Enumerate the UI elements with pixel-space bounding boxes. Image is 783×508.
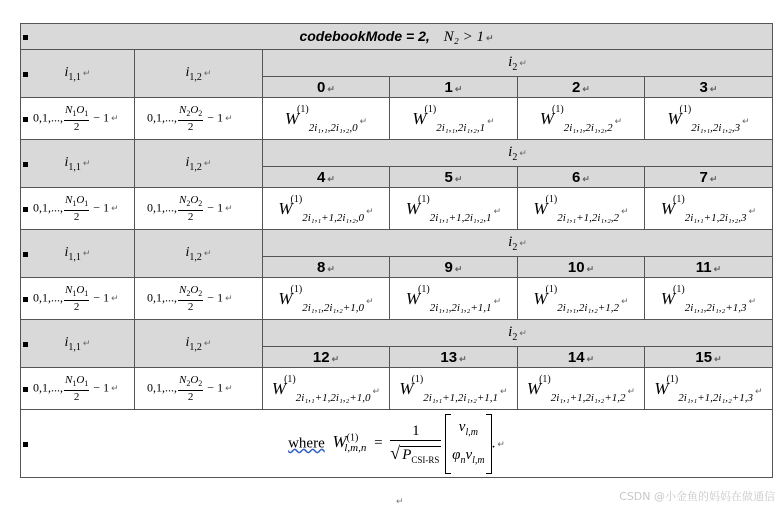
bullet-marker xyxy=(23,117,28,122)
where-scalar: $\frac{1}{√ P_{CSI-RS}}$ xyxy=(390,422,440,465)
where-vector: $v_{l,m}$ $\varphi_nv_{l,m}$ xyxy=(445,414,491,474)
precoder-cell: $W^{(1)}_{2i_1,_1,2i_1,_2+1,2}↵$ xyxy=(518,278,645,320)
header-i2: $i_2$ ↵ xyxy=(263,320,773,347)
precoder-cell: $W^{(1)}_{2i_1,_1+1,2i_1,_2,2}↵$ xyxy=(518,188,645,230)
table-title: codebookMode = 2, N₂ > 1 ↵ xyxy=(21,24,773,50)
precoder-cell: $W^{(1)}_{2i_1,_1+1,2i_1,_2,3}↵$ xyxy=(645,188,773,230)
range-i11: 0,1,..., $\frac{N_1O_1}{2}$ − 1 ↵ xyxy=(21,278,135,320)
header-i11: $i_{1,1}$ ↵ xyxy=(21,320,135,368)
precoder-cell: $W^{(1)}_{2i_1,_1+1,2i_1,_2,0}↵$ xyxy=(263,188,390,230)
range-i12: 0,1,..., $\frac{N_2O_2}{2}$ − 1 ↵ xyxy=(135,278,263,320)
bullet-marker xyxy=(23,342,28,347)
bullet-marker xyxy=(23,207,28,212)
bullet-marker xyxy=(23,72,28,77)
precoder-cell: $W^{(1)}_{2i_1,_1+1,2i_1,_2,1}↵$ xyxy=(390,188,518,230)
title-condition: N₂ > 1 xyxy=(443,28,484,45)
header-i11: $i_{1,1}$ ↵ xyxy=(21,50,135,98)
column-number: 10 ↵ xyxy=(518,257,645,278)
precoder-cell: $W^{(1)}_{2i_1,_1+1,2i_1,_2+1,2}↵$ xyxy=(518,368,645,410)
header-i11: $i_{1,1}$ ↵ xyxy=(21,230,135,278)
header-i2: $i_2$ ↵ xyxy=(263,230,773,257)
column-number: 0 ↵ xyxy=(263,77,390,98)
where-lhs: $W^{(1)}_{l,m,n}$ xyxy=(332,431,367,455)
precoder-cell: $W^{(1)}_{2i_1,_1+1,2i_1,_2+1,0}↵$ xyxy=(263,368,390,410)
column-number: 9 ↵ xyxy=(390,257,518,278)
bullet-marker xyxy=(23,35,28,40)
csdn-watermark: CSDN @小金鱼的妈妈在做通信 xyxy=(619,490,775,503)
column-number: 14 ↵ xyxy=(518,347,645,368)
precoder-cell: $W^{(1)}_{2i_1,_1,2i_1,_2,0}↵$ xyxy=(263,98,390,140)
range-i11: 0,1,..., $\frac{N_1O_1}{2}$ − 1 ↵ xyxy=(21,98,135,140)
column-number: 12 ↵ xyxy=(263,347,390,368)
precoder-cell: $W^{(1)}_{2i_1,_1,2i_1,_2+1,0}↵$ xyxy=(263,278,390,320)
header-i12: $i_{1,2}$ ↵ xyxy=(135,320,263,368)
column-number: 11 ↵ xyxy=(645,257,773,278)
precoder-cell: $W^{(1)}_{2i_1,_1,2i_1,_2,1}↵$ xyxy=(390,98,518,140)
header-i2: $i_2$ ↵ xyxy=(263,140,773,167)
bullet-marker xyxy=(23,252,28,257)
range-i11: 0,1,..., $\frac{N_1O_1}{2}$ − 1 ↵ xyxy=(21,188,135,230)
header-i2: $i_2$ ↵ xyxy=(263,50,773,77)
column-number: 1 ↵ xyxy=(390,77,518,98)
precoder-cell: $W^{(1)}_{2i_1,_1,2i_1,_2,3}↵$ xyxy=(645,98,773,140)
bullet-marker xyxy=(23,162,28,167)
title-codebook-mode: codebookMode = 2, xyxy=(299,27,430,44)
precoder-cell: $W^{(1)}_{2i_1,_1,2i_1,_2,2}↵$ xyxy=(518,98,645,140)
header-i12: $i_{1,2}$ ↵ xyxy=(135,50,263,98)
range-i12: 0,1,..., $\frac{N_2O_2}{2}$ − 1 ↵ xyxy=(135,98,263,140)
where-word: where xyxy=(288,434,325,451)
precoder-cell: $W^{(1)}_{2i_1,_1+1,2i_1,_2+1,1}↵$ xyxy=(390,368,518,410)
column-number: 15 ↵ xyxy=(645,347,773,368)
header-i12: $i_{1,2}$ ↵ xyxy=(135,230,263,278)
column-number: 4 ↵ xyxy=(263,167,390,188)
codebook-table xyxy=(20,23,773,478)
column-number: 5 ↵ xyxy=(390,167,518,188)
precoder-cell: $W^{(1)}_{2i_1,_1,2i_1,_2+1,1}↵$ xyxy=(390,278,518,320)
column-number: 13 ↵ xyxy=(390,347,518,368)
header-i11: $i_{1,1}$ ↵ xyxy=(21,140,135,188)
where-definition: where $W^{(1)}_{l,m,n}$ = $\frac{1}{√ P_{CSI-RS}}$ $v_{l,m}$ $\varphi_nv_{l,m}$ . ↵ xyxy=(21,410,773,478)
column-number: 6 ↵ xyxy=(518,167,645,188)
where-equals: = xyxy=(374,434,383,451)
range-i12: 0,1,..., $\frac{N_2O_2}{2}$ − 1 ↵ xyxy=(135,368,263,410)
header-i12: $i_{1,2}$ ↵ xyxy=(135,140,263,188)
bullet-marker xyxy=(23,387,28,392)
precoder-cell: $W^{(1)}_{2i_1,_1,2i_1,_2+1,3}↵$ xyxy=(645,278,773,320)
bullet-marker xyxy=(23,297,28,302)
range-i11: 0,1,..., $\frac{N_1O_1}{2}$ − 1 ↵ xyxy=(21,368,135,410)
precoder-cell: $W^{(1)}_{2i_1,_1+1,2i_1,_2+1,3}↵$ xyxy=(645,368,773,410)
column-number: 2 ↵ xyxy=(518,77,645,98)
paragraph-mark: ↵ xyxy=(396,496,404,506)
bullet-marker xyxy=(23,442,28,447)
column-number: 8 ↵ xyxy=(263,257,390,278)
codebook-blocks xyxy=(21,50,773,410)
column-number: 3 ↵ xyxy=(645,77,773,98)
range-i12: 0,1,..., $\frac{N_2O_2}{2}$ − 1 ↵ xyxy=(135,188,263,230)
column-number: 7 ↵ xyxy=(645,167,773,188)
